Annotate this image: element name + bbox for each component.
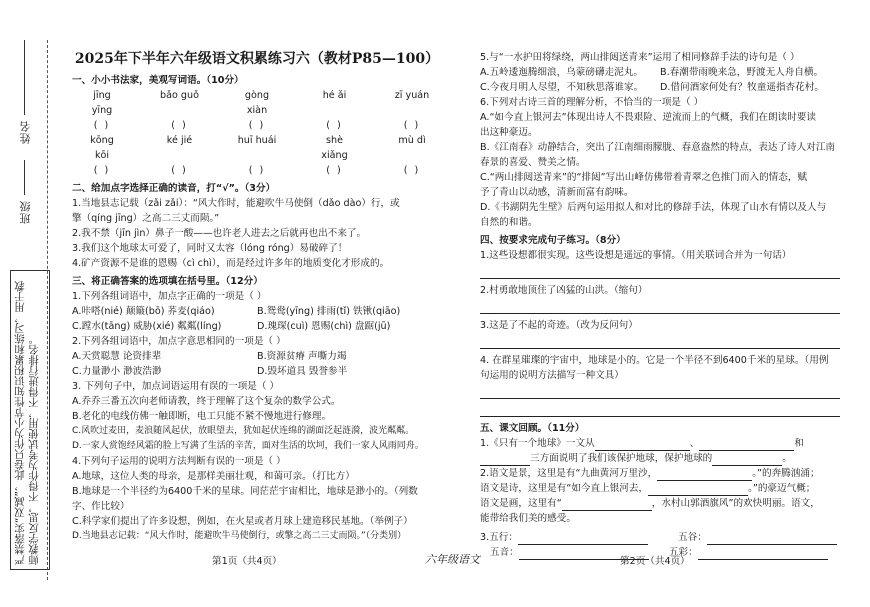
- pinyin: jīng yīng: [91, 90, 113, 116]
- fill-in-question: [480, 545, 840, 560]
- option: B.资源贫瘠 声嘶力竭: [257, 351, 347, 362]
- option: B.鸳鸯(yīng) 排雨(tǐ) 铁锹(qiāo): [257, 306, 401, 317]
- option: 出这种豪迈。: [480, 127, 538, 138]
- pinyin: ké jié: [166, 135, 193, 146]
- double-reduction-notice: 严禁落实“双减”，此卷只作为小节性知识积累和练习，用于教师教学反思，不得作为考试使用，不得进行排名。: [10, 270, 50, 570]
- pinyin: huī huái: [237, 135, 277, 146]
- answer-boxes-row-2: [72, 163, 442, 178]
- answer-box[interactable]: ( ): [171, 165, 188, 176]
- question-text: 2.语文是景，这里是有“九曲黄河万里沙，: [480, 468, 658, 479]
- option: D.《书湖阴先生壁》后两句运用拟人和对比的修辞手法，体现了山水有情以及人与: [480, 202, 827, 213]
- question-text: 1.当地县志记载（zǎi zǎi）：“风大作时，能避吹牛马使倒（dǎo dào）行，或: [72, 198, 400, 209]
- answer-box[interactable]: ( ): [248, 120, 266, 131]
- name-label: 姓名: [19, 120, 32, 144]
- fill-in-question: [480, 466, 840, 481]
- question-text: 。”的豪迈气概；: [748, 483, 816, 494]
- option: A.乔乔三番五次向老师请教，终于理解了这个复杂的数学公式。: [72, 396, 341, 407]
- question-text: 2.下列各组词语中，加点字意思相同的一项是（ ）: [72, 336, 286, 347]
- option: 字、作比较）: [72, 501, 130, 512]
- question-text: 4.下列句子运用的说明方法判断有误的一项是（ ）: [72, 456, 286, 467]
- blank[interactable]: [698, 559, 828, 560]
- option: B.地球是一个半径约为6400千米的星球。同茫茫宇宙相比，地球是渺小的。（列数: [72, 486, 418, 497]
- option: C.风吹过麦田，麦浪随风起伏，放眼望去，犹如起伏连绵的湖面泛起涟漪，波光粼粼。: [72, 426, 415, 436]
- question-text: 能带给我们美的感受。: [480, 513, 576, 524]
- option: D.当地县志记载：“风大作时，能避吹牛马使倒行，或擎之高二三丈而陨。”（分类别）: [72, 531, 407, 541]
- answer-line[interactable]: [480, 385, 840, 399]
- question-text: 语文是画，这里有“: [480, 498, 562, 509]
- question-text: 五音：: [490, 547, 519, 558]
- option: A.“如今直上银河去”体现出诗人不畏艰险、逆流而上的气概，我们在朗读时要读: [480, 112, 816, 123]
- question-text: 1.《只有一个地球》一文从: [480, 438, 595, 449]
- option: 予了青山以动感，清新而富有韵味。: [480, 187, 634, 198]
- option-row: [72, 364, 442, 379]
- fill-in-question: [480, 451, 840, 466]
- section-5-heading: 五、课文回顾。（11分）: [480, 423, 585, 434]
- answer-line[interactable]: [480, 300, 840, 314]
- question-text: 6.下列对古诗三首的理解分析，不恰当的一项是（ ）: [480, 97, 704, 108]
- option: C.蹚水(tāng) 威胁(xié) 粼粼(líng): [72, 321, 222, 332]
- answer-box[interactable]: ( ): [326, 120, 343, 131]
- answer-box[interactable]: ( ): [93, 165, 111, 176]
- section-1-heading: 一、小小书法家，美观写词语。（10分）: [72, 75, 244, 86]
- option: C.今夜月明人尽望，不知秋思落谁家。: [480, 82, 644, 93]
- section-4-heading: 四、按要求完成句子练习。（8分）: [480, 235, 626, 246]
- question-text: 1.下列各组词语中，加点字正确的一项是（ ）: [72, 291, 267, 302]
- question-text: ，水村山郭酒旗风”的欢快明丽。语文，: [651, 498, 820, 509]
- answer-line[interactable]: [480, 403, 840, 417]
- option: A.咔嗒(nié) 颠簸(bō) 荞麦(qiáo): [72, 306, 215, 317]
- binding-margin: [0, 0, 68, 607]
- pinyin: zī yuán: [394, 90, 430, 101]
- option: D.借问酒家何处有？牧童遥指杏花村。: [660, 82, 824, 93]
- option-row: [480, 80, 840, 95]
- question-text: 4.矿产资源不是谁的恩赐（cì chì），而是经过许多年的地质变化才形成的。: [72, 258, 390, 269]
- answer-boxes-row-1: [72, 118, 442, 133]
- option-row: [72, 304, 442, 319]
- option: A.天赏聪慧 论资排辈: [72, 351, 162, 362]
- question-text: 五谷：: [678, 532, 707, 543]
- answer-box[interactable]: ( ): [93, 120, 111, 131]
- question-text: 1.这些设想都很实现。这些设想是遥远的事情。（用关联词合并为一句话）: [480, 250, 792, 261]
- option: 春景的喜爱、赞美之情。: [480, 157, 586, 168]
- option: C.科学家们提出了许多设想，例如，在火星或者月球上建造移民基地。（举例子）: [72, 516, 413, 527]
- question-text: 。”的奔腾汹涌；: [752, 468, 820, 479]
- page-1-footer: 第1页（共4页）: [212, 556, 282, 567]
- page-2: [480, 50, 840, 560]
- question-text: 擎（qíng jīng）之高二三丈而陨。”: [72, 213, 220, 224]
- pinyin: kōng kōi: [90, 135, 114, 161]
- question-text: 、: [689, 438, 700, 449]
- fill-in-question: [480, 530, 840, 545]
- option-row: [480, 65, 840, 80]
- section-3-heading: 三、将正确答案的选项填在括号里。（12分）: [72, 276, 263, 287]
- fill-in-question: [480, 481, 840, 496]
- question-text: 3.这是了不起的奇迹。（改为反问句）: [480, 320, 638, 331]
- question-text: 句运用的说明方法描写一种文具）: [480, 370, 624, 381]
- section-2-heading: 二、给加点字选择正确的读音，打“√”。（3分）: [72, 183, 276, 194]
- question-text: 3.五行：: [480, 532, 518, 543]
- answer-line[interactable]: [480, 335, 840, 349]
- pinyin: bǎo guǒ: [160, 90, 199, 101]
- question-text: 3. 下列句子中，加点词语运用有误的一项是（ ）: [72, 381, 280, 392]
- option: B.老化的电线仿佛一触即断，电工只能不紧不慢地进行修理。: [72, 411, 332, 422]
- class-label: 班级: [19, 200, 32, 224]
- answer-box[interactable]: ( ): [326, 165, 343, 176]
- answer-line[interactable]: [480, 265, 840, 279]
- pinyin: shè xiǎng: [321, 135, 348, 161]
- option: D.一家人赏饱经风霜的脸上写满了生活的辛苦，面对生活的坎坷，我们一家人风雨同舟。: [72, 441, 424, 451]
- option: B.《江南春》动静结合，突出了江南细雨朦胧、春意盎然的特点，表达了诗人对江南: [480, 142, 836, 153]
- page-2-footer: 第2页（共4页）: [620, 556, 690, 567]
- pinyin: gòng xiàn: [244, 90, 270, 116]
- question-text: 语文是诗，这里是有“如今直上银河去，: [480, 483, 649, 494]
- option-row: [72, 349, 442, 364]
- name-line: [24, 40, 25, 115]
- pinyin-row-2: [72, 133, 442, 163]
- answer-box[interactable]: ( ): [403, 165, 421, 176]
- option: C.“两山排闼送青来”的“排闼”写出山峰仿佛带着青翠之色推门而入的情态，赋: [480, 172, 808, 183]
- page-1: [72, 0, 442, 544]
- fill-in-question: [480, 436, 840, 451]
- answer-box[interactable]: ( ): [171, 120, 188, 131]
- question-text: 4. 在群星璀璨的宇宙中，地球是小的。它是一个半径不到6400千米的星球。（用例: [480, 355, 829, 366]
- option: C.力量渺小 渺波浩渺: [72, 366, 162, 377]
- class-line: [24, 160, 25, 195]
- pinyin-row-1: [72, 88, 442, 118]
- question-text: 2.我不禁（jīn jìn）鼻子一酸——也许老人进去之后就再也出不来了。: [72, 228, 367, 239]
- option-row: [72, 319, 442, 334]
- question-text: 。: [782, 453, 792, 464]
- pinyin: hé ǎi: [322, 90, 347, 101]
- option: 自然的和谐。: [480, 217, 538, 228]
- question-text: 2.村勇敢地顶住了凶猛的山洪。（缩句）: [480, 285, 648, 296]
- question-text: 五彩：: [668, 547, 698, 558]
- pinyin: mù dì: [398, 135, 426, 146]
- question-text: 3.我们这个地球太可爱了，同时又太容（lóng róng）易破碎了！: [72, 243, 348, 254]
- subject-label: 六年级语文: [425, 553, 480, 566]
- option: A.五岭逶迤腾细浪，乌蒙磅礴走泥丸。: [480, 67, 643, 78]
- fill-in-question: [480, 496, 840, 511]
- question-text: 和: [794, 438, 804, 449]
- question-text: 三方面说明了我们该保护地球，保护地球的: [530, 453, 713, 464]
- question-text: 5.与“一水护田将绿绕，两山排闼送青来”运用了相同修辞手法的诗句是（ ）: [480, 52, 800, 63]
- blank[interactable]: [519, 559, 649, 560]
- option: B.春潮带雨晚来急，野渡无人舟自横。: [660, 67, 824, 78]
- answer-box[interactable]: ( ): [248, 165, 266, 176]
- exam-title: 2025年下半年六年级语文积累练习六（教材P85—100）: [74, 51, 440, 67]
- option: D.瑰琛(cuì) 恩赐(chì) 盘踞(jū): [257, 321, 391, 332]
- option: D.毁坏道具 毁誉参半: [257, 366, 348, 377]
- answer-box[interactable]: ( ): [403, 120, 421, 131]
- option: A.地球，这位人类的母亲，是那样美丽壮观，和蔼可亲。（打比方）: [72, 471, 355, 482]
